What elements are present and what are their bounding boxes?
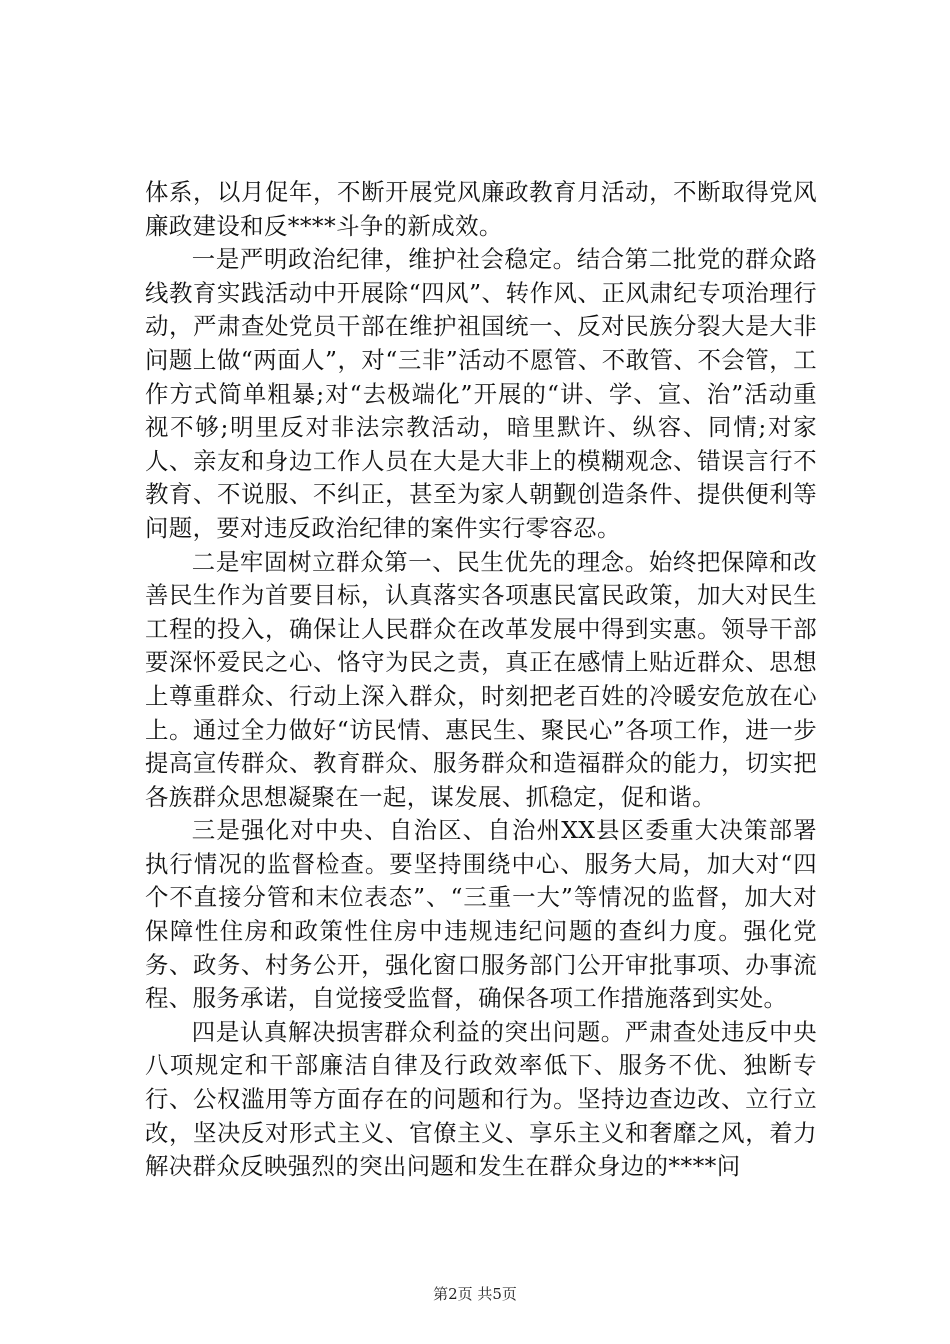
paragraph-people-first: 二是牢固树立群众第一、民生优先的理念。始终把保障和改善民生作为首要目标，认真落实各项惠民富民政策，加大对民生工程的投入，确保让人民群众在改革发展中得到实惠。领导干部要深怀爱民之心、恪守为民之责，真正在感情上贴近群众、思想上尊重群众、行动上深入群众，时刻把老百姓的冷暖安危放在心上。通过全力做好“访民情、惠民生、聚民心”各项工作，进一步提高宣传群众、教育群众、服务群众和造福群众的能力，切实把各族群众思想凝聚在一起，谋发展、抓稳定，促和谐。 [145, 547, 817, 811]
page-number: 第2页 共5页 [433, 1285, 517, 1303]
document-body [145, 176, 817, 1184]
page-footer [0, 1284, 950, 1304]
paragraph-public-interest: 四是认真解决损害群众利益的突出问题。严肃查处违反中央八项规定和干部廉洁自律及行政效率低下、服务不优、独断专行、公权滥用等方面存在的问题和行为。坚持边查边改、立行立改，坚决反对形式主义、官僚主义、享乐主义和奢靡之风，着力解决群众反映强烈的突出问题和发生在群众身边的****问 [145, 1017, 817, 1181]
paragraph-political-discipline: 一是严明政治纪律，维护社会稳定。结合第二批党的群众路线教育实践活动中开展除“四风”、转作风、正风肃纪专项治理行动，严肃查处党员干部在维护祖国统一、反对民族分裂大是大非问题上做“两面人”，对“三非”活动不愿管、不敢管、不会管，工作方式简单粗暴;对“去极端化”开展的“讲、学、宣、治”活动重视不够;明里反对非法宗教活动，暗里默许、纵容、同情;对家人、亲友和身边工作人员在大是大非上的模糊观念、错误言行不教育、不说服、不纠正，甚至为家人朝觐创造条件、提供便利等问题，要对违反政治纪律的案件实行零容忍。 [145, 245, 817, 542]
paragraph-supervision: 三是强化对中央、自治区、自治州XX县区委重大决策部署执行情况的监督检查。要坚持围绕中心、服务大局，加大对“四个不直接分管和末位表态”、“三重一大”等情况的监督，加大对保障性住房和政策性住房中违规违纪问题的查纠力度。强化党务、政务、村务公开，强化窗口服务部门公开审批事项、办事流程、服务承诺，自觉接受监督，确保各项工作措施落到实处。 [145, 816, 817, 1013]
paragraph-intro: 体系，以月促年，不断开展党风廉政教育月活动，不断取得党风廉政建设和反****斗争的新成效。 [145, 178, 817, 240]
